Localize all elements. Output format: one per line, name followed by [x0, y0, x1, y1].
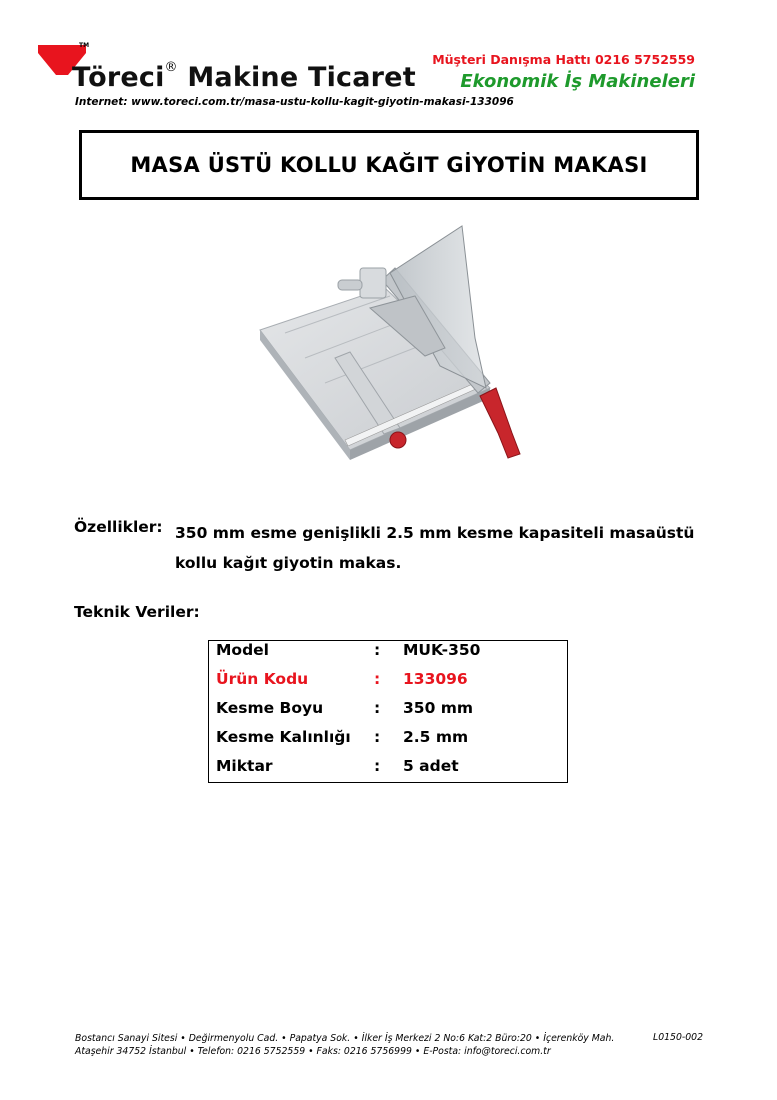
spec-colon: : [374, 728, 381, 746]
company-slogan: Ekonomik İş Makineleri [460, 71, 695, 92]
spec-row-product-code [209, 670, 567, 699]
spec-value: 133096 [403, 670, 468, 688]
features-label: Özellikler: [74, 518, 163, 536]
document-title: MASA ÜSTÜ KOLLU KAĞIT GİYOTİN MAKASI [130, 153, 648, 177]
brand-name-rest: Makine Ticaret [177, 62, 416, 93]
spec-colon: : [374, 670, 381, 688]
customer-hotline: Müşteri Danışma Hattı 0216 5752559 [432, 52, 695, 67]
features-text: 350 mm esme genişlikli 2.5 mm kesme kapasiteli masaüstü kollu kağıt giyotin makas. [175, 524, 695, 572]
paper-guillotine-image [250, 218, 540, 468]
spec-label: Miktar [216, 757, 273, 775]
spec-label: Model [216, 641, 269, 659]
document-title-box [79, 130, 699, 200]
brand-name [72, 62, 416, 93]
spec-value: MUK-350 [403, 641, 481, 659]
spec-colon: : [374, 641, 381, 659]
trademark-mark: TM [79, 42, 90, 49]
spec-value: 2.5 mm [403, 728, 469, 746]
footer-address [75, 1032, 614, 1058]
spec-row-quantity [209, 757, 567, 786]
spec-label: Kesme Boyu [216, 699, 324, 717]
document-code: L0150-002 [653, 1032, 703, 1043]
website-url[interactable]: Internet: www.toreci.com.tr/masa-ustu-kollu-kagit-giyotin-makasi-133096 [75, 96, 514, 108]
spec-row-model [209, 641, 567, 670]
technical-data-label: Teknik Veriler: [74, 603, 200, 621]
technical-spec-table [208, 640, 568, 783]
spec-label: Ürün Kodu [216, 670, 309, 688]
spec-label: Kesme Kalınlığı [216, 728, 351, 746]
spec-value: 350 mm [403, 699, 474, 717]
registered-mark: ® [164, 60, 178, 75]
spec-colon: : [374, 699, 381, 717]
brand-name-main: Töreci [72, 62, 165, 93]
spec-row-cut-thickness [209, 728, 567, 757]
footer-line-2: Ataşehir 34752 İstanbul • Telefon: 0216 5752559 • Faks: 0216 5756999 • E-Posta: info@toreci.com.tr [75, 1046, 551, 1057]
spec-value: 5 adet [403, 757, 459, 775]
footer-line-1: Bostancı Sanayi Sitesi • Değirmenyolu Cad. • Papatya Sok. • İlker İş Merkezi 2 No:6 Kat:2 Büro:20 • İçerenköy Mah. [75, 1033, 615, 1044]
spec-row-cut-length [209, 699, 567, 728]
spec-colon: : [374, 757, 381, 775]
